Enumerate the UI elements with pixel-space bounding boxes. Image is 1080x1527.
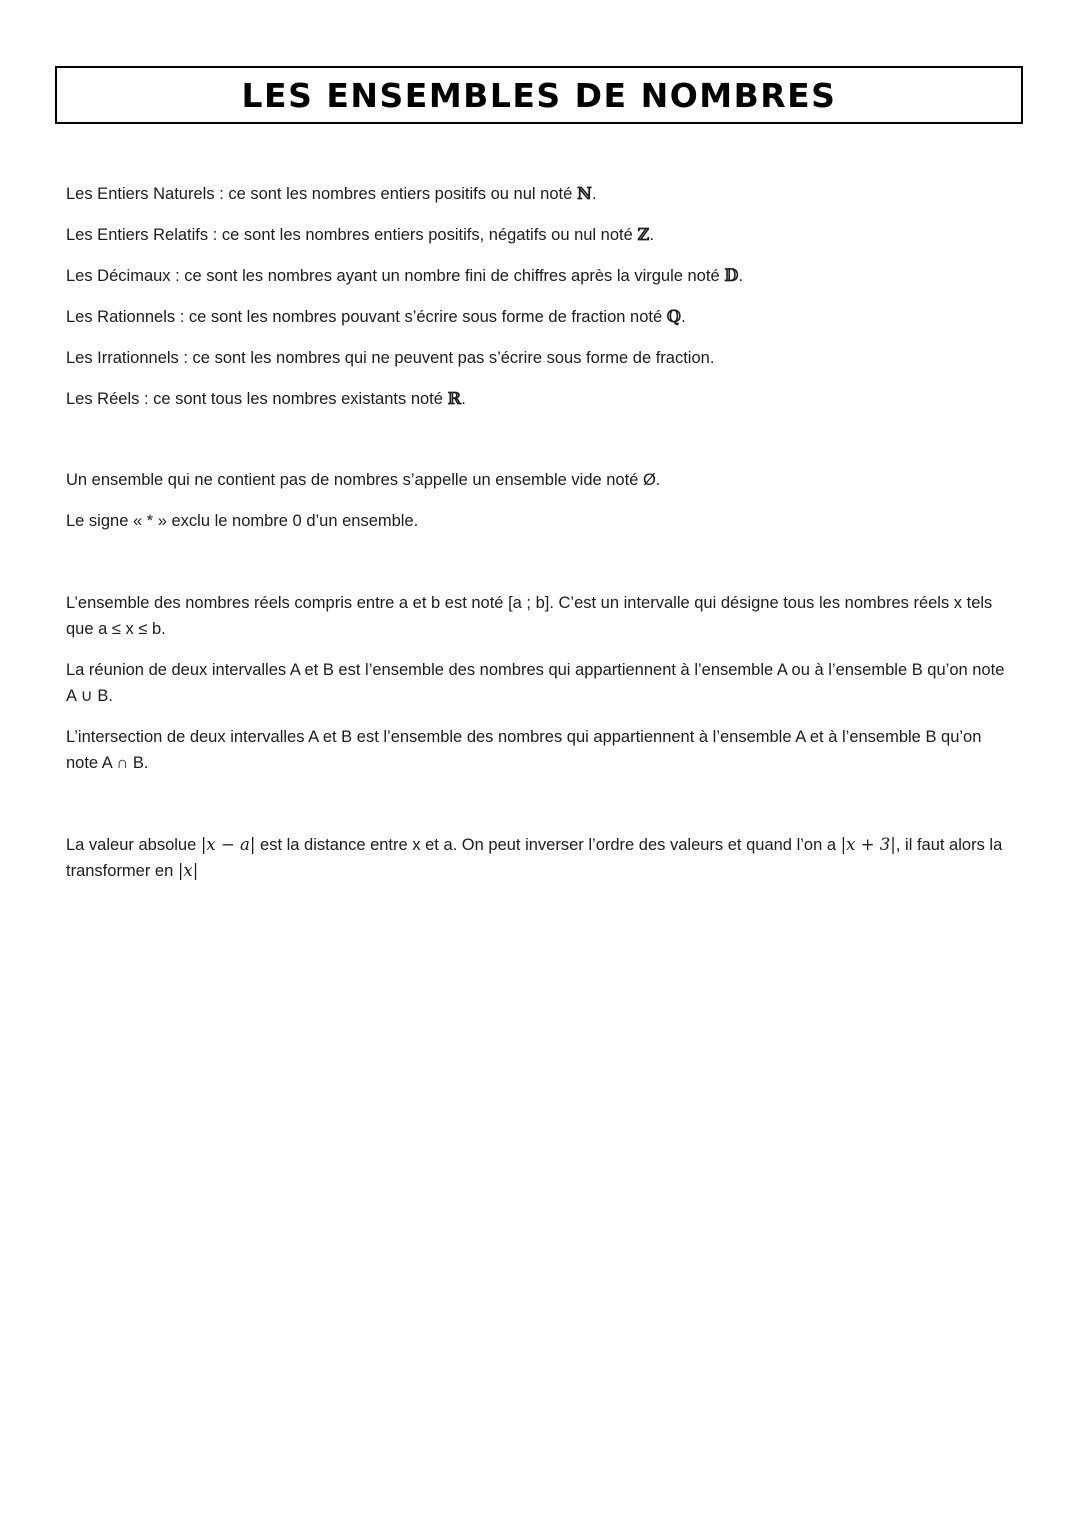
absolute-value-text: La valeur absolue xyxy=(66,836,201,854)
set-symbol-d: 𝔻 xyxy=(724,266,739,285)
set-symbol-n: ℕ xyxy=(576,184,592,203)
math-expression: |x + 3| xyxy=(840,835,896,854)
absolute-value-text: est la distance entre x et a. On peut inverser l’ordre des valeurs et quand l’on a xyxy=(255,836,841,854)
definition-text: Les Entiers Naturels : ce sont les nombres entiers positifs ou nul noté xyxy=(66,185,577,203)
math-expression: |x − a| xyxy=(200,835,256,854)
definition-end: . xyxy=(681,308,686,326)
absolute-value-paragraph xyxy=(66,832,1016,884)
definition-end: . xyxy=(461,390,466,408)
note-star-sign: Le signe « * » exclu le nombre 0 d’un ensemble. xyxy=(66,512,419,530)
note-empty-set: Un ensemble qui ne contient pas de nombres s’appelle un ensemble vide noté Ø. xyxy=(66,471,661,489)
definition-text: Les Irrationnels : ce sont les nombres qui ne peuvent pas s’écrire sous forme de fraction. xyxy=(66,349,715,367)
definition-naturels xyxy=(66,181,1016,207)
math-expression: |x| xyxy=(177,861,199,880)
interval-definition: L’ensemble des nombres réels compris entre a et b est noté [a ; b]. C’est un intervalle qui désigne tous les nombres réels x tels que a ≤ x ≤ b. xyxy=(66,594,993,638)
absolute-value-text: , il faut alors la transformer en xyxy=(66,836,1003,880)
definition-text: Les Réels : ce sont tous les nombres existants noté xyxy=(66,390,448,408)
definition-text: Les Rationnels : ce sont les nombres pouvant s’écrire sous forme de fraction noté xyxy=(66,308,667,326)
definition-irrationnels xyxy=(66,345,1016,371)
definition-end: . xyxy=(649,226,655,244)
intersection-definition: L’intersection de deux intervalles A et B est l’ensemble des nombres qui appartiennent à l’ensemble A et à l’ensemble B qu’on note A ∩ B. xyxy=(66,728,982,772)
definition-end: . xyxy=(738,267,744,285)
title-box xyxy=(55,66,1023,124)
set-symbol-q: ℚ xyxy=(666,307,682,326)
set-symbol-z: ℤ xyxy=(637,225,650,244)
definition-reels xyxy=(66,386,1016,412)
definition-text: Les Décimaux : ce sont les nombres ayant un nombre fini de chiffres après la virgule noté xyxy=(66,267,725,285)
union-definition: La réunion de deux intervalles A et B est l’ensemble des nombres qui appartiennent à l’ensemble A ou à l’ensemble B qu’on note A ∪ B. xyxy=(66,661,1005,705)
definition-decimaux xyxy=(66,263,1016,289)
definition-end: . xyxy=(591,185,597,203)
definition-text: Les Entiers Relatifs : ce sont les nombres entiers positifs, négatifs ou nul noté xyxy=(66,226,638,244)
page-title: LES ENSEMBLES DE NOMBRES xyxy=(241,75,837,115)
set-symbol-r: ℝ xyxy=(447,389,462,408)
definition-relatifs xyxy=(66,222,1016,248)
definition-rationnels xyxy=(66,304,1016,330)
